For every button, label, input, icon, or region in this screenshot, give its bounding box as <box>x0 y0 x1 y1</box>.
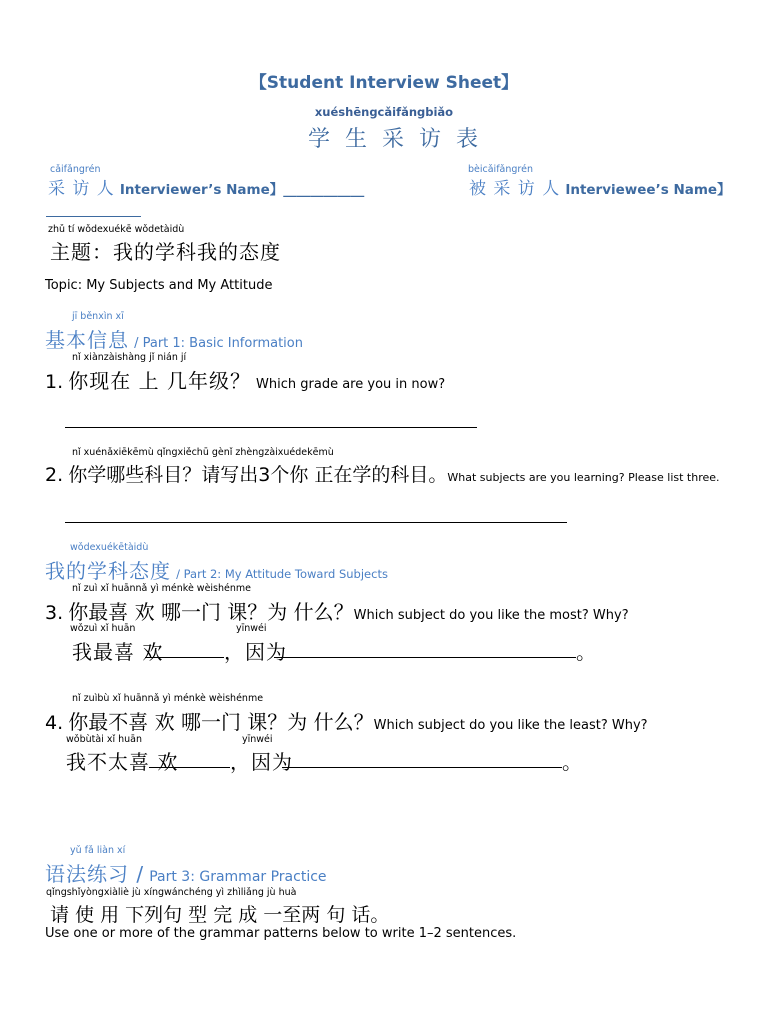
interviewee-label: Interviewee’s Name】 <box>565 182 731 198</box>
part3-english: Part 3: Grammar Practice <box>149 869 327 885</box>
part3-instruction-pinyin: qǐngshǐyòngxiàliè jù xíngwánchéng yì zhìliǎng jù huà <box>46 887 297 898</box>
part2-heading <box>45 555 388 584</box>
interviewer-field <box>48 174 364 199</box>
q4-subject-blank[interactable] <box>149 767 230 768</box>
topic-english: Topic: My Subjects and My Attitude <box>45 278 273 293</box>
part3-pinyin: yǔ fǎ liàn xí <box>70 845 126 856</box>
topic-chinese: 主题：我的学科我的态度 <box>50 240 281 264</box>
q4-answer-chinese-b: ，因为 <box>230 750 293 774</box>
q3-answer-chinese-a: 我最喜 欢 <box>72 640 164 664</box>
q3-chinese: 你最喜 欢 哪一门 课？为 什么？ <box>68 600 354 624</box>
q1-english: Which grade are you in now? <box>256 377 446 392</box>
q4-pinyin: nǐ zuìbù xǐ huānnǎ yì ménkè wèishénme <box>72 693 264 704</box>
part3-instruction-english: Use one or more of the grammar patterns below to write 1–2 sentences. <box>45 926 517 941</box>
q2-english: What subjects are you learning? Please list three. <box>447 471 720 484</box>
q4-period: 。 <box>562 750 583 774</box>
interviewee-field <box>469 174 731 199</box>
interviewer-blank[interactable]: ____________ <box>283 182 365 198</box>
part1-heading <box>45 324 303 353</box>
question-4 <box>45 706 648 735</box>
q3-period: 。 <box>576 640 597 664</box>
title-chinese: 学 生 采 访 表 <box>308 127 482 152</box>
question-2 <box>45 460 720 487</box>
title-pinyin: xuéshēngcǎifǎngbiǎo <box>314 105 454 119</box>
q3-subject-blank[interactable] <box>145 657 224 658</box>
q2-pinyin: nǐ xuénǎxiēkēmù qǐngxiěchū gènǐ zhèngzàixuédekēmù <box>72 447 334 458</box>
q1-pinyin: nǐ xiànzàishàng jǐ nián jí <box>72 352 187 363</box>
interviewer-chars: 采 访 人 <box>48 179 115 199</box>
q4-answer-pinyin-a: wǒbùtài xǐ huān <box>66 734 143 745</box>
interviewer-label: Interviewer’s Name】 <box>119 182 284 198</box>
q4-answer-pinyin-b: yīnwéi <box>242 734 273 745</box>
q3-english: Which subject do you like the most? Why? <box>353 608 629 623</box>
q4-english: Which subject do you like the least? Why? <box>373 718 648 733</box>
interviewee-pinyin: bèicǎifǎngrén <box>468 164 533 175</box>
q3-reason-blank[interactable] <box>274 657 576 658</box>
q3-answer-pinyin-a: wǒzuì xǐ huān <box>70 623 136 634</box>
part2-pinyin: wǒdexuékētàidù <box>70 542 149 553</box>
page-title: 【Student Interview Sheet】 <box>249 73 519 93</box>
question-1 <box>45 365 445 394</box>
q4-chinese: 你最不喜 欢 哪一门 课？为 什么？ <box>68 710 374 734</box>
q2-answer-line[interactable] <box>65 522 567 523</box>
topic-pinyin: zhǔ tí wǒdexuékē wǒdetàidù <box>48 224 185 235</box>
q1-answer-line[interactable] <box>65 427 477 428</box>
q2-chinese-b: 个你 正在学的科目。 <box>270 464 448 486</box>
q1-chinese: 你现在 上 几年级？ <box>68 369 251 393</box>
q4-answer-chinese-a: 我不太喜 欢 <box>66 750 179 774</box>
part1-pinyin: jī běnxìn xī <box>72 311 124 322</box>
interviewee-chars: 被 采 访 人 <box>469 179 561 199</box>
q1-number: 1. <box>45 371 64 393</box>
q2-number: 2. <box>45 464 64 486</box>
part2-chinese: 我的学科态度 <box>45 559 171 583</box>
q3-number: 3. <box>45 602 64 624</box>
part3-chinese: 语法练习 / <box>45 862 145 886</box>
part1-english: / Part 1: Basic Information <box>134 336 303 351</box>
question-3 <box>45 596 629 625</box>
part3-instruction-chinese: 请 使 用 下列句 型 完 成 一至两 句 话。 <box>50 904 390 926</box>
q3-answer-pinyin-b: yīnwéi <box>236 623 267 634</box>
q4-reason-blank[interactable] <box>282 767 562 768</box>
q3-answer-chinese-b: ，因为 <box>224 640 287 664</box>
q2-chinese-number: 3 <box>258 464 271 486</box>
part3-heading <box>45 858 327 887</box>
interviewer-blank-continuation[interactable] <box>46 216 141 217</box>
q4-number: 4. <box>45 712 64 734</box>
q3-pinyin: nǐ zuì xǐ huānnǎ yì ménkè wèishénme <box>72 583 251 594</box>
interviewer-pinyin: cǎifǎngrén <box>50 164 101 175</box>
part2-english: / Part 2: My Attitude Toward Subjects <box>176 567 388 581</box>
q2-chinese-a: 你学哪些科目？请写出 <box>68 464 259 486</box>
part1-chinese: 基本信息 <box>45 328 129 352</box>
